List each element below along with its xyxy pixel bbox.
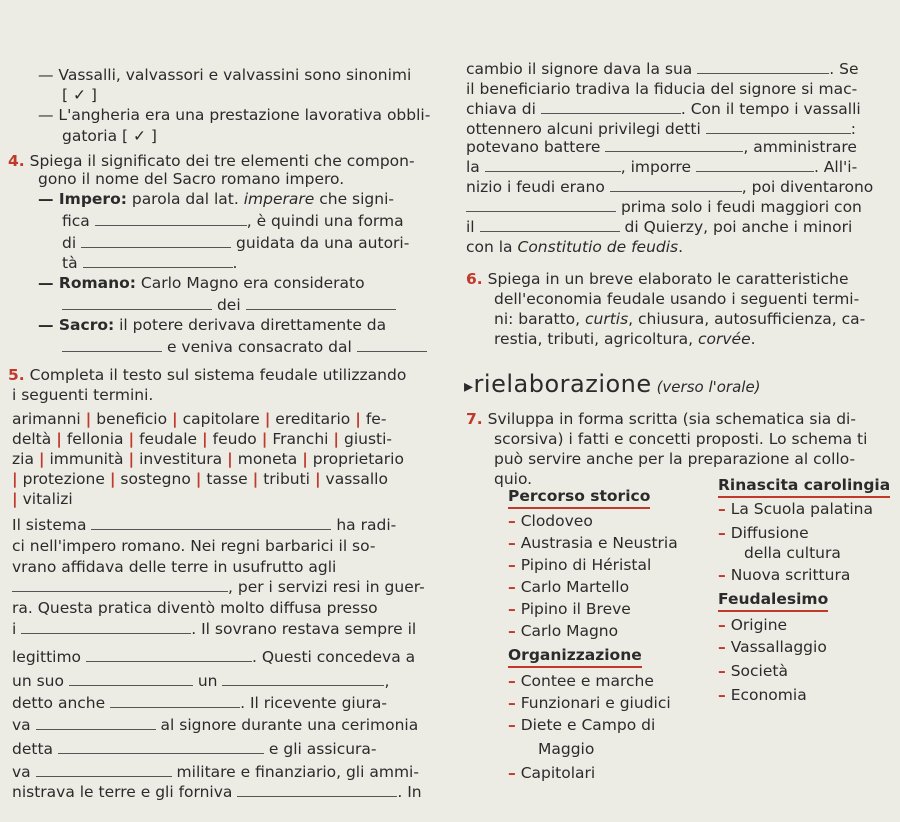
blank[interactable] bbox=[466, 199, 616, 212]
section-subtitle: (verso l'orale) bbox=[656, 378, 761, 396]
term: investitura bbox=[139, 450, 223, 468]
impero-line bbox=[38, 190, 394, 209]
term: immunità bbox=[49, 450, 124, 468]
question-text: Spiega in un breve elaborato le caratteristiche bbox=[487, 270, 849, 288]
text-line bbox=[12, 648, 415, 667]
term: vitalizi bbox=[22, 490, 73, 508]
term: fellonia bbox=[66, 430, 124, 448]
text: , per i servizi resi in guer- bbox=[228, 578, 425, 596]
term-list: zia | immunità | investitura | moneta | proprietario bbox=[12, 450, 404, 468]
blank[interactable] bbox=[605, 139, 743, 152]
text-line bbox=[466, 218, 852, 237]
schema-item: – Economia bbox=[718, 686, 807, 704]
text: . bbox=[750, 330, 756, 348]
blank[interactable] bbox=[485, 159, 621, 172]
text-line bbox=[494, 310, 865, 329]
schema-heading: Organizzazione bbox=[508, 646, 642, 668]
section-title: rielaborazione bbox=[473, 370, 652, 398]
text: . Il ricevente giura- bbox=[240, 694, 387, 712]
sacro-line2 bbox=[62, 338, 427, 357]
text: nistrava le terre e gli forniva bbox=[12, 783, 233, 801]
term: sostegno bbox=[120, 470, 191, 488]
term: Franchi bbox=[272, 430, 329, 448]
romano-label: — Romano: bbox=[38, 274, 136, 292]
blank[interactable] bbox=[12, 579, 228, 592]
blank[interactable] bbox=[69, 673, 193, 686]
term-list: deltà | fellonia | feudale | feudo | Franchi | giusti- bbox=[12, 430, 393, 448]
text: e veniva consacrato dal bbox=[166, 338, 352, 356]
item-angheria: — L'angheria era una prestazione lavorativa obbli- bbox=[38, 106, 431, 124]
schema-item: – Austrasia e Neustria bbox=[508, 534, 678, 552]
text: . Questi concedeva a bbox=[251, 648, 416, 666]
text: detto anche bbox=[12, 694, 106, 712]
blank[interactable] bbox=[86, 649, 252, 662]
text-line bbox=[12, 620, 416, 639]
text: il potere derivava direttamente da bbox=[114, 316, 387, 334]
text: : bbox=[850, 120, 856, 138]
question-4-line2: gono il nome del Sacro romano impero. bbox=[38, 170, 345, 188]
text-line bbox=[12, 694, 387, 713]
text: guidata da una autori- bbox=[236, 234, 410, 252]
text-line bbox=[12, 716, 418, 735]
question-5 bbox=[8, 366, 406, 385]
blank[interactable] bbox=[696, 159, 814, 172]
blank[interactable] bbox=[36, 764, 172, 777]
term: arimanni bbox=[12, 410, 81, 428]
question-6 bbox=[466, 270, 848, 289]
text: , poi diventarono bbox=[741, 178, 874, 196]
text-line bbox=[466, 238, 683, 257]
term: capitolare bbox=[182, 410, 260, 428]
romano-line2 bbox=[62, 296, 396, 315]
text: i bbox=[12, 620, 17, 638]
term: ereditario bbox=[275, 410, 351, 428]
text: di bbox=[62, 234, 77, 252]
schema-item: Maggio bbox=[538, 740, 595, 758]
text-line: scorsiva) i fatti e concetti proposti. Lo schema ti bbox=[494, 430, 868, 448]
question-number: 6. bbox=[466, 270, 483, 288]
sacro-label: — Sacro: bbox=[38, 316, 115, 334]
term: protezione bbox=[22, 470, 105, 488]
checkbox-vassalli[interactable]: [ ✓ ] bbox=[62, 86, 97, 104]
term: giusti- bbox=[344, 430, 393, 448]
term-list: arimanni | beneficio | capitolare | ereditario | fe- bbox=[12, 410, 387, 428]
term: feudale bbox=[139, 430, 198, 448]
text: va bbox=[12, 716, 31, 734]
romano-line bbox=[38, 274, 365, 293]
question-7 bbox=[466, 410, 856, 429]
schema-item: – Pipino il Breve bbox=[508, 600, 631, 618]
text: . Con il tempo i vassalli bbox=[680, 100, 861, 118]
blank[interactable] bbox=[237, 784, 397, 797]
text-line bbox=[12, 763, 419, 782]
blank[interactable] bbox=[357, 339, 427, 352]
schema-item: – Diffusione bbox=[718, 524, 809, 542]
text-line bbox=[12, 740, 377, 759]
text: ottennero alcuni privilegi detti bbox=[466, 120, 701, 138]
impero-line2 bbox=[62, 212, 404, 231]
text: , amministrare bbox=[743, 138, 857, 156]
text: cambio il signore dava la sua bbox=[466, 60, 693, 78]
text: . Il sovrano restava sempre il bbox=[191, 620, 417, 638]
text-line: il beneficiario tradiva la fiducia del signore si mac- bbox=[466, 80, 858, 98]
text: . All'i- bbox=[813, 158, 858, 176]
text: potevano battere bbox=[466, 138, 601, 156]
text: , imporre bbox=[620, 158, 691, 176]
text-line: può servire anche per la preparazione al collo- bbox=[494, 450, 856, 468]
blank[interactable] bbox=[480, 219, 620, 232]
question-text: Completa il testo sul sistema feudale utilizzando bbox=[29, 366, 407, 384]
text: e gli assicura- bbox=[268, 740, 377, 758]
schema-item: – Pipino di Héristal bbox=[508, 556, 652, 574]
question-5-line2: i seguenti termini. bbox=[12, 386, 154, 404]
text-line bbox=[466, 120, 856, 139]
blank[interactable] bbox=[81, 235, 231, 248]
blank[interactable] bbox=[610, 179, 742, 192]
term: zia bbox=[12, 450, 34, 468]
text-line bbox=[466, 178, 873, 197]
text-line bbox=[466, 100, 861, 119]
text-italic: Constitutio de feudis bbox=[517, 238, 679, 256]
schema-heading: Feudalesimo bbox=[718, 590, 828, 612]
text: prima solo i feudi maggiori con bbox=[620, 198, 862, 216]
blank[interactable] bbox=[110, 695, 240, 708]
text: . In bbox=[397, 783, 422, 801]
impero-line3 bbox=[62, 234, 409, 253]
text-line: ci nell'impero romano. Nei regni barbarici il so- bbox=[12, 537, 376, 555]
text: . Se bbox=[829, 60, 859, 78]
term: beneficio bbox=[96, 410, 168, 428]
blank[interactable] bbox=[246, 297, 396, 310]
text: dei bbox=[216, 296, 241, 314]
question-number: 5. bbox=[8, 366, 25, 384]
schema-item: – Capitolari bbox=[508, 764, 596, 782]
text-italic: corvée bbox=[698, 330, 751, 348]
blank[interactable] bbox=[62, 339, 162, 352]
term: tributi bbox=[263, 470, 310, 488]
text: Carlo Magno era considerato bbox=[135, 274, 365, 292]
term-list: | protezione | sostegno | tasse | tributi | vassallo bbox=[12, 470, 388, 488]
text: chiava di bbox=[466, 100, 536, 118]
text: di Quierzy, poi anche i minori bbox=[624, 218, 853, 236]
impero-line4: tà . bbox=[62, 254, 238, 272]
section-heading bbox=[464, 370, 761, 401]
text: detta bbox=[12, 740, 54, 758]
blank[interactable] bbox=[95, 213, 247, 226]
text-line bbox=[466, 60, 858, 79]
blank[interactable] bbox=[21, 621, 191, 634]
text: il bbox=[466, 218, 475, 236]
term: proprietario bbox=[312, 450, 404, 468]
schema-item: – Origine bbox=[718, 616, 788, 634]
blank[interactable] bbox=[58, 741, 264, 754]
blank[interactable] bbox=[83, 255, 233, 268]
arrow-icon: ▸ bbox=[464, 376, 474, 397]
text: , è quindi una forma bbox=[246, 212, 404, 230]
checkbox-angheria[interactable]: gatoria [ ✓ ] bbox=[62, 127, 157, 145]
schema-item: – Contee e marche bbox=[508, 672, 654, 690]
term: deltà bbox=[12, 430, 52, 448]
question-text: Spiega il significato dei tre elementi che compon- bbox=[29, 152, 415, 170]
term: moneta bbox=[237, 450, 298, 468]
impero-text: parola dal lat. bbox=[126, 190, 244, 208]
text: restia, tributi, agricoltura, bbox=[494, 330, 698, 348]
schema-item: – Vassallaggio bbox=[718, 638, 827, 656]
blank[interactable] bbox=[706, 121, 851, 134]
text: al signore durante una cerimonia bbox=[160, 716, 419, 734]
blank[interactable] bbox=[36, 717, 156, 730]
text-line bbox=[466, 138, 857, 157]
schema-heading: Rinascita carolingia bbox=[718, 476, 890, 498]
blank[interactable] bbox=[91, 517, 331, 530]
text-italic: curtis bbox=[584, 310, 629, 328]
impero-term: imperare bbox=[243, 190, 315, 208]
text-line bbox=[466, 158, 857, 177]
term: vassallo bbox=[325, 470, 388, 488]
text: ni: baratto, bbox=[494, 310, 585, 328]
schema-item: – Società bbox=[718, 662, 788, 680]
text-line bbox=[12, 783, 422, 802]
impero-text2: che signi- bbox=[314, 190, 394, 208]
schema-item: – Clodoveo bbox=[508, 512, 593, 530]
impero-label: — Impero: bbox=[38, 190, 127, 208]
term-list: | vitalizi bbox=[12, 490, 73, 508]
text-line: un suo un , bbox=[12, 672, 390, 690]
question-number: 4. bbox=[8, 152, 25, 170]
schema-item: – Carlo Martello bbox=[508, 578, 630, 596]
term: tasse bbox=[206, 470, 248, 488]
text-line bbox=[12, 578, 425, 597]
question-number: 7. bbox=[466, 410, 483, 428]
schema-item: – La Scuola palatina bbox=[718, 500, 873, 518]
text: un bbox=[197, 672, 218, 690]
text: Il sistema bbox=[12, 516, 87, 534]
item-vassalli: — Vassalli, valvassori e valvassini sono sinonimi bbox=[38, 66, 412, 84]
text-line: ra. Questa pratica diventò molto diffusa presso bbox=[12, 599, 378, 617]
text-line bbox=[12, 516, 396, 535]
text: nizio i feudi erano bbox=[466, 178, 605, 196]
schema-item: – Diete e Campo di bbox=[508, 716, 656, 734]
text: tà bbox=[62, 254, 78, 272]
blank[interactable] bbox=[62, 297, 212, 310]
question-text: Sviluppa in forma scritta (sia schematica sia di- bbox=[487, 410, 856, 428]
text-line: vrano affidava delle terre in usufrutto agli bbox=[12, 558, 337, 576]
blank[interactable] bbox=[222, 673, 384, 686]
schema-item: – Nuova scrittura bbox=[718, 566, 851, 584]
term: fe- bbox=[365, 410, 387, 428]
text: fica bbox=[62, 212, 90, 230]
text: con la bbox=[466, 238, 518, 256]
text: militare e finanziario, gli ammi- bbox=[176, 763, 419, 781]
text-line: dell'economia feudale usando i seguenti termi- bbox=[494, 290, 860, 308]
text: un suo bbox=[12, 672, 64, 690]
schema-item: della cultura bbox=[744, 544, 841, 562]
text-line bbox=[466, 198, 862, 217]
text: . bbox=[678, 238, 684, 256]
text: ha radi- bbox=[336, 516, 397, 534]
schema-item: – Carlo Magno bbox=[508, 622, 619, 640]
text: legittimo bbox=[12, 648, 82, 666]
text: la bbox=[466, 158, 480, 176]
blank[interactable] bbox=[541, 101, 681, 114]
question-4 bbox=[8, 152, 415, 171]
text-line: quio. bbox=[494, 470, 533, 488]
text: va bbox=[12, 763, 31, 781]
term: feudo bbox=[212, 430, 257, 448]
text-line bbox=[494, 330, 756, 349]
schema-heading: Percorso storico bbox=[508, 487, 650, 509]
text: , chiusura, autosufficienza, ca- bbox=[628, 310, 866, 328]
sacro-line bbox=[38, 316, 386, 335]
schema-item: – Funzionari e giudici bbox=[508, 694, 671, 712]
blank[interactable] bbox=[697, 61, 829, 74]
